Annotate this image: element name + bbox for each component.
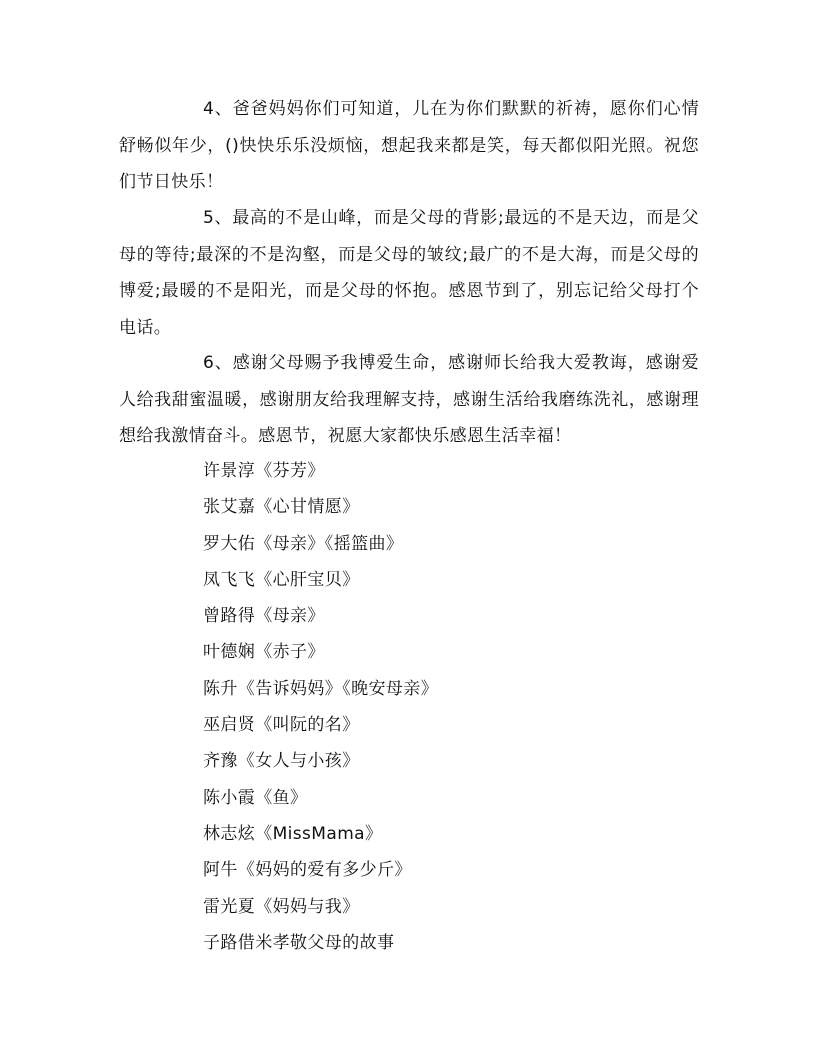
- paragraph-5: 5、最高的不是山峰，而是父母的背影;最远的不是天边，而是父母的等待;最深的不是沟壑，而是父母的皱纹;最广的不是大海，而是父母的博爱;最暖的不是阳光，而是父母的怀抱。感恩节到了，别忘记给父母打个电话。: [119, 208, 699, 338]
- list-item: 巫启贤《叫阮的名》: [203, 715, 360, 736]
- list-item: 许景淳《芬芳》: [203, 461, 325, 481]
- list-item: 阿牛《妈妈的爱有多少斤》: [203, 860, 412, 881]
- paragraph-6: 6、感谢父母赐予我博爱生命，感谢师长给我大爱教诲，感谢爱人给我甜蜜温暖，感谢朋友给我理解支持，感谢生活给我磨练洗礼，感谢理想给我激情奋斗。感恩节，祝愿大家都快乐感恩生活幸福！: [119, 353, 699, 446]
- paragraph-4: 4、爸爸妈妈你们可知道，儿在为你们默默的祈祷，愿你们心情舒畅似年少，()快快乐乐没烦恼，想起我来都是笑，每天都似阳光照。祝您们节日快乐！: [119, 99, 699, 192]
- list-item: 陈小霞《鱼》: [203, 787, 308, 808]
- list-item: 张艾嘉《心甘情愿》: [203, 497, 360, 518]
- list-item: 罗大佑《母亲》《摇篮曲》: [203, 533, 404, 554]
- list-item: 齐豫《女人与小孩》: [203, 751, 360, 772]
- list-item: 曾路得《母亲》: [203, 606, 325, 627]
- list-item: 雷光夏《妈妈与我》: [203, 896, 360, 917]
- list-item: 叶德娴《赤子》: [203, 642, 325, 663]
- list-item: 陈升《告诉妈妈》《晚安母亲》: [203, 678, 439, 699]
- story-title: 子路借米孝敬父母的故事: [203, 932, 395, 953]
- list-item: 林志炫《MissMama》: [203, 823, 383, 844]
- list-item: 凤飞飞《心肝宝贝》: [203, 569, 360, 590]
- song-list: [203, 453, 438, 961]
